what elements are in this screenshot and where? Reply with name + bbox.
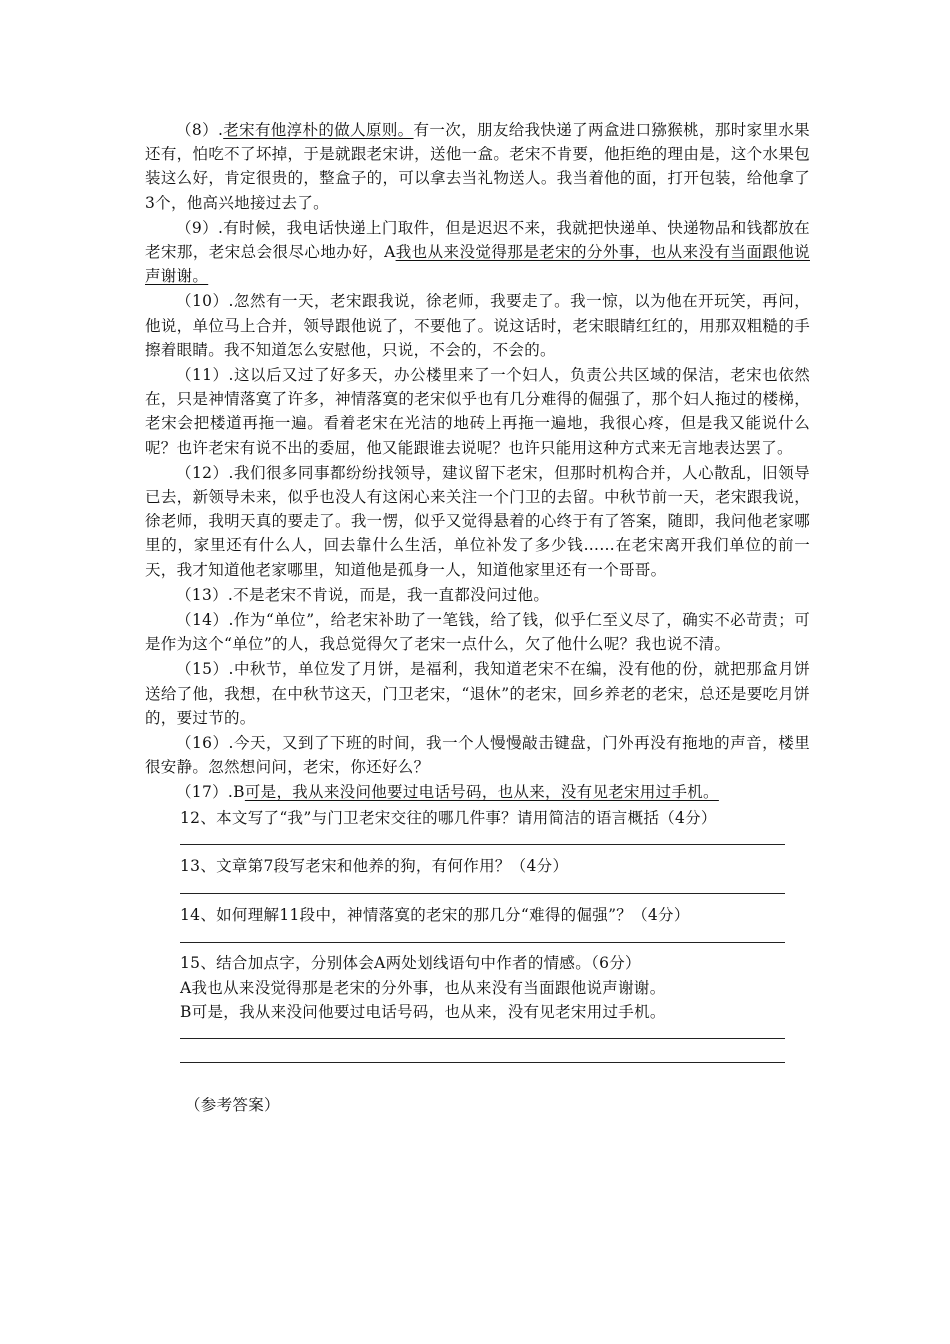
paragraph-17 bbox=[145, 780, 810, 804]
paragraph-14-number: （14）. bbox=[176, 611, 234, 630]
paragraph-10-text: 忽然有一天，老宋跟我说，徐老师，我要走了。我一惊，以为他在开玩笑，再问，他说，单位马上合并，领导跟他说了，不要他了。说这话时，老宋眼睛红红的，用那双粗糙的手擦着眼睛。我不知道怎么安慰他，只说，不会的，不会的。 bbox=[145, 292, 810, 359]
question-13: 13、文章第7段写老宋和他养的狗，有何作用？（4分） bbox=[180, 856, 569, 875]
paragraph-17-number: （17）. bbox=[176, 783, 234, 802]
paragraph-8-text: 有一次，朋友给我快递了两盒进口猕猴桃，那时家里水果还有，怕吃不了坏掉，于是就跟老宋讲，送他一盒。老宋不肯要，他拒绝的理由是，这个水果包装这么好，肯定很贵的，整盒子的，可以拿去当礼物送人。我当着他的面，打开包装，给他拿了3个，他高兴地接过去了。 bbox=[145, 121, 810, 212]
reference-answer-heading: （参考答案） bbox=[185, 1095, 280, 1114]
paragraph-13-text: 不是老宋不肯说，而是，我一直都没问过他。 bbox=[233, 585, 550, 604]
paragraph-11 bbox=[145, 363, 810, 460]
paragraph-12-text: 我们很多同事都纷纷找领导，建议留下老宋，但那时机构合并，人心散乱，旧领导已去，新领导未来，似乎也没人有这闲心来关注一个门卫的去留。中秋节前一天，老宋跟我说，徐老师，我明天真的要走了。我一愣，似乎又觉得悬着的心终于有了答案，随即，我问他老家哪里的，家里还有什么人，回去靠什么生活，单位补发了多少钱……在老宋离开我们单位的前一天，我才知道他老家哪里，知道他是孤身一人，知道他家里还有一个哥哥。 bbox=[145, 463, 810, 579]
question-15-item-b: B可是，我从来没问他要过电话号码，也从来，没有见老宋用过手机。 bbox=[180, 1002, 666, 1021]
paragraph-9-text: 有时候，我电话快递上门取件，但是迟迟不来，我就把快递单、快递物品和钱都放在老宋那，老宋总会很尽心地办好，A bbox=[145, 218, 810, 262]
answer-line-13[interactable] bbox=[180, 893, 785, 894]
paragraph-10 bbox=[145, 289, 810, 362]
paragraph-8-underlined: 老宋有他淳朴的做人原则。 bbox=[223, 121, 414, 139]
question-15-item-a: A我也从来没觉得那是老宋的分外事，也从来没有当面跟他说声谢谢。 bbox=[180, 978, 666, 997]
question-12: 12、本文写了“我”与门卫老宋交往的哪几件事？请用简洁的语言概括（4分） bbox=[180, 808, 717, 827]
answer-line-14[interactable] bbox=[180, 942, 785, 943]
paragraph-9-number: （9）. bbox=[176, 218, 224, 237]
paragraph-9-underlined: 我也从来没觉得那是老宋的分外事，也从来没有当面跟他说声谢谢。 bbox=[145, 243, 810, 286]
paragraph-10-number: （10）. bbox=[176, 292, 234, 311]
paragraph-11-text: 这以后又过了好多天，办公楼里来了一个妇人，负责公共区域的保洁，老宋也依然在，只是神情落寞了许多，神情落寞的老宋似乎也有几分难得的倔强了，那个妇人拖过的楼梯，老宋会把楼道再拖一遍。看着老宋在光洁的地砖上再拖一遍地，我很心疼，但是我又能说什么呢？也许老宋有说不出的委屈，他又能跟谁去说呢？也许只能用这种方式来无言地表达罢了。 bbox=[145, 366, 810, 457]
paragraph-16 bbox=[145, 731, 810, 779]
paragraph-16-number: （16）. bbox=[176, 734, 234, 753]
paragraph-15-text: 中秋节，单位发了月饼，是福利，我知道老宋不在编，没有他的份，就把那盒月饼送给了他，我想，在中秋节这天，门卫老宋，“退休”的老宋，回乡养老的老宋，总还是要吃月饼的，要过节的。 bbox=[145, 660, 810, 727]
paragraph-12-number: （12）. bbox=[176, 463, 234, 482]
paragraph-15 bbox=[145, 657, 810, 730]
paragraph-12 bbox=[145, 461, 810, 582]
paragraph-11-number: （11）. bbox=[176, 366, 234, 385]
answer-line-15a[interactable] bbox=[180, 1038, 785, 1039]
document-page bbox=[145, 118, 810, 1117]
paragraph-9 bbox=[145, 216, 810, 289]
paragraph-16-text: 今天，又到了下班的时间，我一个人慢慢敲击键盘，门外再没有拖地的声音，楼里很安静。忽然想问问，老宋，你还好么？ bbox=[145, 734, 810, 777]
answer-line-15b[interactable] bbox=[180, 1062, 785, 1063]
paragraph-13 bbox=[145, 583, 810, 607]
paragraph-15-number: （15）. bbox=[176, 660, 234, 679]
paragraph-17-underlined: 可是，我从来没问他要过电话号码，也从来，没有见老宋用过手机。 bbox=[244, 783, 719, 802]
answer-line-12[interactable] bbox=[180, 844, 785, 845]
question-14: 14、如何理解11段中，神情落寞的老宋的那几分“难得的倔强”？（4分） bbox=[180, 906, 690, 925]
paragraph-8 bbox=[145, 118, 810, 215]
paragraph-14-text: 作为“单位”，给老宋补助了一笔钱，给了钱，似乎仁至义尽了，确实不必苛责；可是作为这个“单位”的人，我总觉得欠了老宋一点什么，欠了他什么呢？我也说不清。 bbox=[145, 611, 811, 654]
paragraph-13-number: （13）. bbox=[176, 585, 234, 604]
paragraph-14 bbox=[145, 608, 810, 656]
question-15: 15、结合加点字，分别体会A两处划线语句中作者的情感。（6分） bbox=[180, 954, 641, 973]
paragraph-8-number: （8）. bbox=[176, 121, 224, 139]
paragraph-17-text: B bbox=[233, 783, 245, 802]
